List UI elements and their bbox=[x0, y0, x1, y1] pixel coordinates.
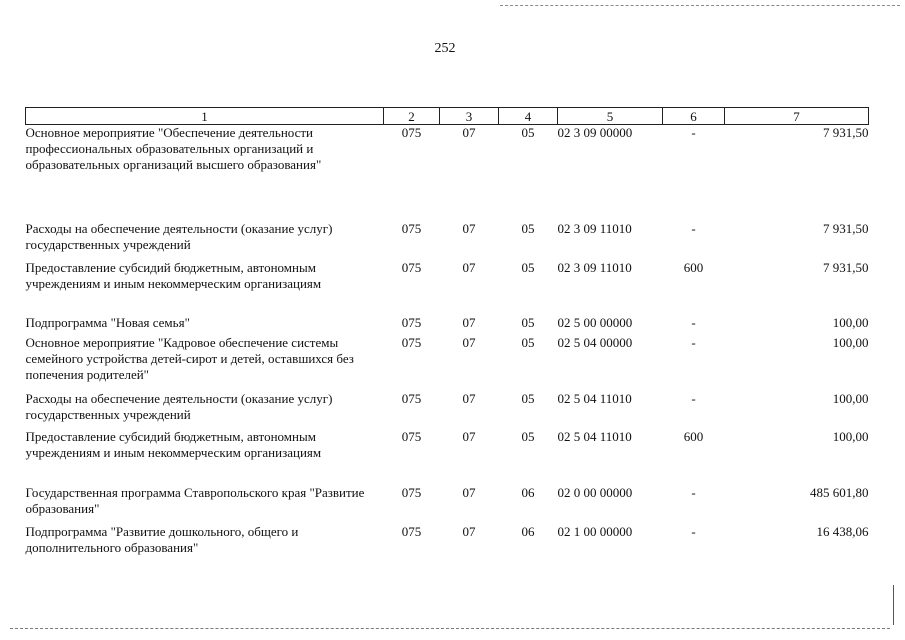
row-sum: 16 438,06 bbox=[816, 523, 869, 539]
scan-artifact-bottom-line bbox=[10, 628, 890, 629]
row-vr: - bbox=[691, 125, 696, 140]
row-vr: - bbox=[691, 484, 696, 500]
header-col-ved: 2 bbox=[384, 108, 440, 125]
table-row bbox=[26, 485, 869, 524]
row-sum: 100,00 bbox=[832, 428, 869, 444]
row-rz: 07 bbox=[462, 484, 476, 500]
row-ved: 075 bbox=[401, 390, 422, 406]
row-ved: 075 bbox=[401, 314, 422, 330]
row-ved: 075 bbox=[401, 125, 422, 140]
table-row bbox=[26, 391, 869, 429]
row-ved: 075 bbox=[401, 334, 422, 350]
table-row bbox=[26, 429, 869, 485]
row-sum: 7 931,50 bbox=[823, 220, 869, 236]
row-ved: 075 bbox=[401, 428, 422, 444]
table-row bbox=[26, 524, 869, 560]
row-kcsr: 02 1 00 00000 bbox=[557, 523, 633, 539]
row-rz: 07 bbox=[462, 428, 476, 444]
row-sum: 7 931,50 bbox=[823, 125, 869, 140]
row-kcsr: 02 3 09 11010 bbox=[557, 259, 632, 275]
table-row bbox=[26, 315, 869, 335]
scan-artifact-right-edge bbox=[893, 585, 894, 625]
row-rz: 07 bbox=[462, 390, 476, 406]
table-row bbox=[26, 335, 869, 391]
row-vr: - bbox=[691, 390, 696, 406]
budget-table bbox=[25, 107, 869, 560]
row-pr: 05 bbox=[521, 220, 535, 236]
row-sum: 100,00 bbox=[832, 390, 869, 406]
row-name: Предоставление субсидий бюджетным, автономным учреждениям и иным некоммерческим организациям bbox=[25, 428, 322, 460]
row-pr: 05 bbox=[521, 390, 535, 406]
row-pr: 05 bbox=[521, 259, 535, 275]
header-col-sum: 7 bbox=[725, 108, 869, 125]
row-name: Предоставление субсидий бюджетным, автономным учреждениям и иным некоммерческим организациям bbox=[25, 259, 322, 291]
row-vr: - bbox=[691, 220, 696, 236]
row-name: Расходы на обеспечение деятельности (оказание услуг) государственных учреждений bbox=[25, 220, 333, 252]
row-rz: 07 bbox=[462, 220, 476, 236]
row-name: Государственная программа Ставропольского края "Развитие образования" bbox=[25, 484, 365, 516]
row-vr: - bbox=[691, 334, 696, 350]
row-pr: 05 bbox=[521, 334, 535, 350]
row-name: Расходы на обеспечение деятельности (оказание услуг) государственных учреждений bbox=[25, 390, 333, 422]
row-name: Основное мероприятие "Обеспечение деятельности профессиональных образовательных организаций и образовательных организаций высшего образования" bbox=[25, 125, 322, 172]
row-kcsr: 02 0 00 00000 bbox=[557, 484, 633, 500]
row-kcsr: 02 3 09 00000 bbox=[557, 125, 633, 140]
row-kcsr: 02 5 04 11010 bbox=[557, 390, 632, 406]
row-pr: 05 bbox=[521, 428, 535, 444]
row-pr: 06 bbox=[521, 523, 535, 539]
row-ved: 075 bbox=[401, 220, 422, 236]
row-pr: 05 bbox=[521, 314, 535, 330]
table-header-row bbox=[26, 108, 869, 125]
header-col-pr: 4 bbox=[499, 108, 558, 125]
header-col-name: 1 bbox=[26, 108, 384, 125]
row-rz: 07 bbox=[462, 259, 476, 275]
row-sum: 100,00 bbox=[832, 334, 869, 350]
header-col-kcsr: 5 bbox=[558, 108, 663, 125]
row-kcsr: 02 5 04 11010 bbox=[557, 428, 632, 444]
row-vr: - bbox=[691, 523, 696, 539]
row-sum: 485 601,80 bbox=[810, 484, 869, 500]
table-row bbox=[26, 221, 869, 260]
header-col-vr: 6 bbox=[663, 108, 725, 125]
row-sum: 7 931,50 bbox=[823, 259, 869, 275]
row-ved: 075 bbox=[401, 484, 422, 500]
row-pr: 05 bbox=[521, 125, 535, 140]
row-name: Подпрограмма "Новая семья" bbox=[25, 314, 190, 330]
row-name: Подпрограмма "Развитие дошкольного, общего и дополнительного образования" bbox=[25, 523, 299, 555]
row-vr: - bbox=[691, 314, 696, 330]
row-vr: 600 bbox=[683, 428, 704, 444]
row-kcsr: 02 5 04 00000 bbox=[557, 334, 633, 350]
table-row bbox=[26, 260, 869, 315]
row-rz: 07 bbox=[462, 523, 476, 539]
row-name: Основное мероприятие "Кадровое обеспечение системы семейного устройства детей-сирот и детей, оставшихся без попечения родителей" bbox=[25, 334, 354, 382]
row-ved: 075 bbox=[401, 259, 422, 275]
row-pr: 06 bbox=[521, 484, 535, 500]
row-rz: 07 bbox=[462, 314, 476, 330]
table-row bbox=[26, 125, 869, 221]
row-vr: 600 bbox=[683, 259, 704, 275]
page-number: 252 bbox=[434, 41, 456, 56]
row-rz: 07 bbox=[462, 334, 476, 350]
row-ved: 075 bbox=[401, 523, 422, 539]
header-col-rz: 3 bbox=[440, 108, 499, 125]
row-kcsr: 02 3 09 11010 bbox=[557, 220, 632, 236]
scan-artifact-top-line bbox=[500, 5, 900, 6]
row-kcsr: 02 5 00 00000 bbox=[557, 314, 633, 330]
row-sum: 100,00 bbox=[832, 314, 869, 330]
row-rz: 07 bbox=[462, 125, 476, 140]
